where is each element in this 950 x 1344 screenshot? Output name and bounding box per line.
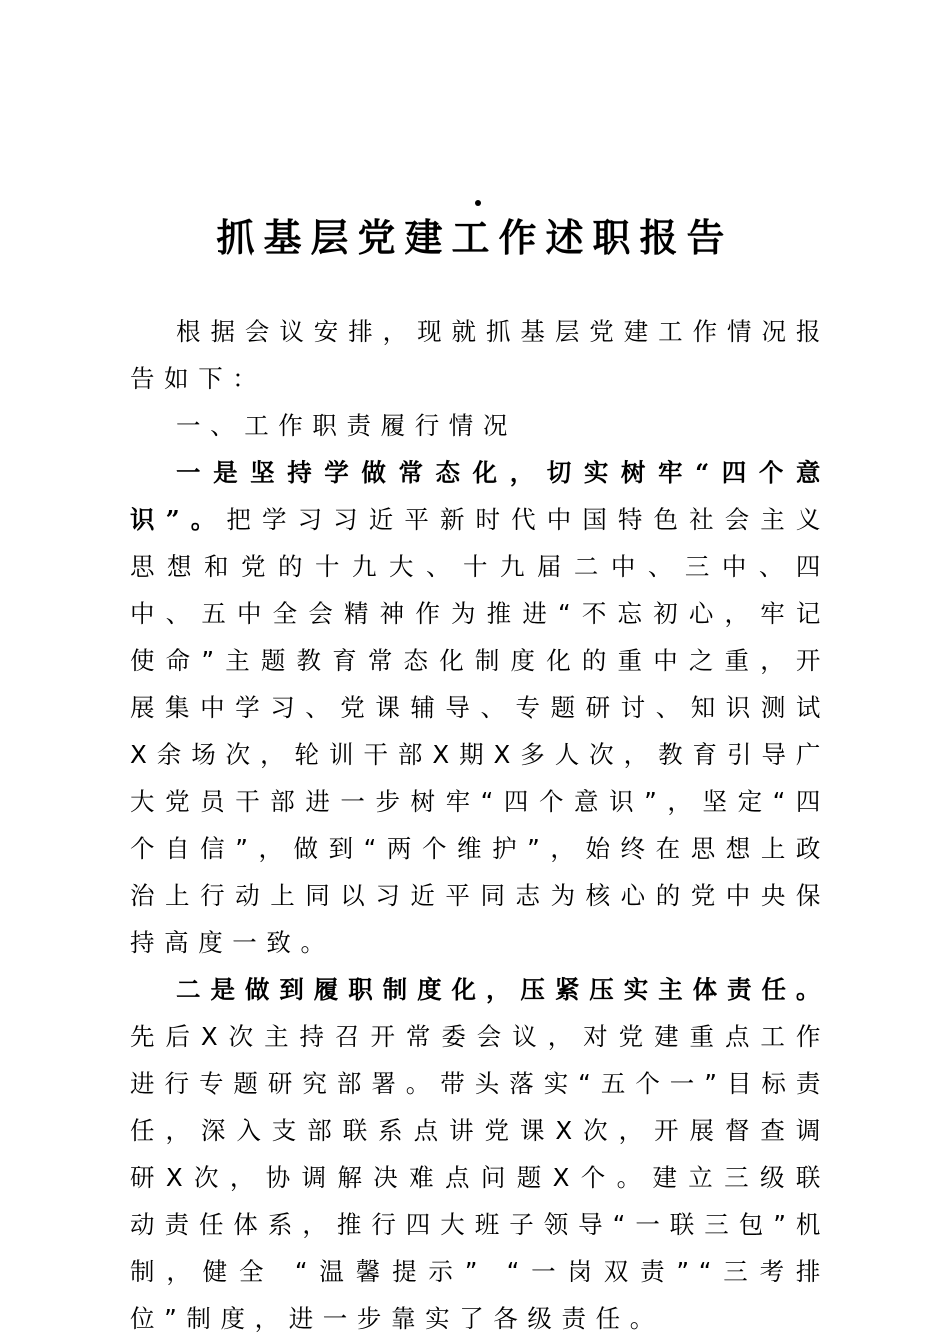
document-title: 抓基层党建工作述职报告 <box>216 215 734 260</box>
paragraph-2-lead: 二是做到履职制度化，压紧压实主体责任。 <box>176 975 830 1004</box>
paragraph-1-lead: 一是坚持学做常态化，切实树牢“四个意识”。 <box>130 458 830 534</box>
paragraph-2 <box>130 966 830 1342</box>
paragraph-1 <box>130 449 830 966</box>
section-heading: 一、工作职责履行情况 <box>176 411 517 440</box>
paragraph-1-body: 把学习习近平新时代中国特色社会主义思想和党的十九大、十九届二中、三中、四中、五中全会精神作为推进“不忘初心，牢记使命”主题教育常态化制度化的重中之重，开展集中学习、党课辅导、专题研讨、知识测试X余场次，轮训干部X期X多人次，教育引导广大党员干部进一步树牢“四个意识”，坚定“四个自信”，做到“两个维护”，始终在思想上政治上行动上同以习近平同志为核心的党中央保持高度一致。 <box>130 505 830 957</box>
document-body <box>130 308 830 1342</box>
intro-paragraph: 根据会议安排，现就抓基层党建工作情况报告如下： <box>130 317 830 393</box>
header-dot <box>475 200 481 206</box>
paragraph-2-body: 先后X次主持召开常委会议，对党建重点工作进行专题研究部署。带头落实“五个一”目标责任，深入支部联系点讲党课X次，开展督查调研X次，协调解决难点问题X个。建立三级联动责任体系，推行四大班子领导“一联三包”机制，健全 “温馨提示” “一岗双责”“三考排位”制度，进一步靠实了各级责任。 <box>130 1022 830 1333</box>
